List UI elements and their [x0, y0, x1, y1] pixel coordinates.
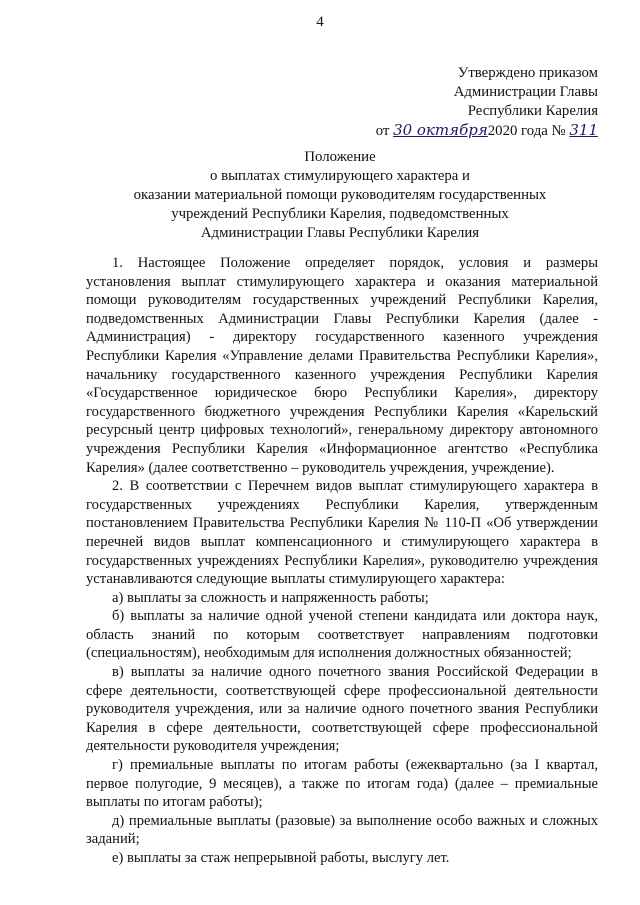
approval-line-1: Утверждено приказом — [457, 65, 598, 81]
date-prefix: от — [375, 123, 390, 139]
list-item-g: г) премиальные выплаты по итогам работы (ежеквартально (за I квартал, первое полугодие, 9 месяцев), а также по итогам года) (далее – премиальные выплаты по итогам работы); — [86, 757, 598, 811]
document-body — [86, 254, 598, 868]
approval-date — [338, 121, 598, 141]
list-item-b: б) выплаты за наличие одной ученой степени кандидата или доктора наук, область знаний по которым соответствует направлениям подготовки (специальностям), необходимым для исполнения должностных обязанностей; — [86, 608, 598, 662]
paragraph-1: 1. Настоящее Положение определяет порядок, условия и размеры установления выплат стимулирующего характера и оказания материальной помощи руководителям государственных учреждений Республики Карелия, подведомственных Администрации Главы Республики Карелия (далее - Администрация) - директору государственного казенного учреждения Республики Карелия «Управление делами Правительства Республики Карелия», начальнику государственного казенного учреждения Республики Карелия «Государственное юридическое бюро Республики Карелия», директору государственного бюджетного учреждения Республики Карелия «Карельский ресурсный центр цифровых технологий», генеральному директору автономного учреждения Республики Карелия «Информационное агентство «Республика Карелия» (далее соответственно – руководитель учреждения, учреждение). — [86, 255, 598, 476]
list-item-d: д) премиальные выплаты (разовые) за выполнение особо важных и сложных заданий; — [86, 812, 598, 848]
title-line-1: о выплатах стимулирующего характера и — [210, 168, 470, 184]
list-item-e: е) выплаты за стаж непрерывной работы, выслугу лет. — [112, 850, 450, 866]
title-line-3: учреждений Республики Карелия, подведомственных — [171, 206, 509, 222]
title-line-4: Администрации Главы Республики Карелия — [200, 225, 480, 241]
approval-stamp — [338, 64, 598, 141]
title-heading: Положение — [304, 149, 376, 165]
list-item-a: а) выплаты за сложность и напряженность работы; — [112, 589, 429, 606]
handwritten-date: 30 октября — [393, 121, 488, 139]
title-line-2: оказании материальной помощи руководителям государственных — [133, 187, 547, 203]
approval-line-2: Администрации Главы — [453, 84, 598, 100]
handwritten-number: 311 — [569, 121, 598, 139]
list-item-v: в) выплаты за наличие одного почетного звания Российской Федерации в сфере деятельности, соответствующей сфере профессиональной деятельности руководителя учреждения, или за наличие одного почетного звания Республики Карелия в сфере деятельности, соответствующей сфере профессиональной деятельности руководителя учреждения; — [86, 664, 598, 755]
date-suffix: 2020 года № — [487, 123, 566, 139]
document-title — [80, 148, 600, 243]
paragraph-2: 2. В соответствии с Перечнем видов выплат стимулирующего характера в государственных учреждениях Республики Карелия, утвержденным постановлением Правительства Республики Карелия № 110-П «Об утверждении перечней видов выплат компенсационного и стимулирующего характера в государственных учреждениях Республики Карелия», руководителю учреждения устанавливаются следующие выплаты стимулирующего характера: — [86, 478, 598, 588]
page-number: 4 — [316, 14, 324, 30]
approval-line-3: Республики Карелия — [467, 103, 598, 119]
